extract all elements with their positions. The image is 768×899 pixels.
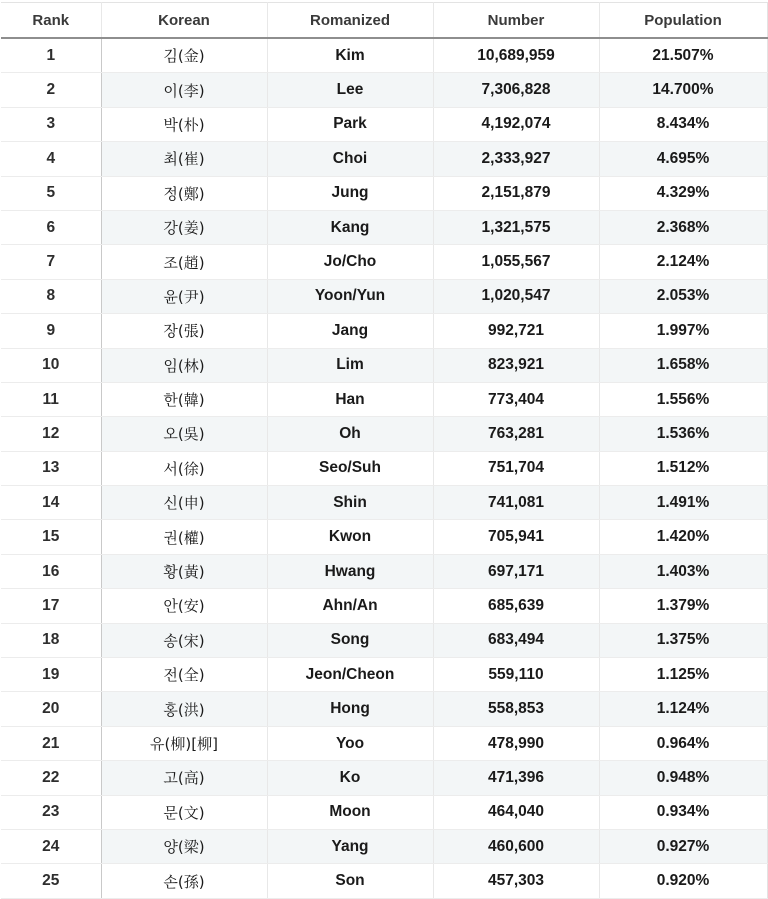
table-row bbox=[1, 692, 767, 726]
romanized-name-cell: Hwang bbox=[267, 554, 433, 588]
korean-name-cell: 장(張) bbox=[101, 314, 267, 348]
population-cell: 0.948% bbox=[599, 761, 767, 795]
romanized-name-cell: Jang bbox=[267, 314, 433, 348]
table-row bbox=[1, 486, 767, 520]
rank-cell: 5 bbox=[1, 176, 101, 210]
population-cell: 1.375% bbox=[599, 623, 767, 657]
korean-name-cell: 고(高) bbox=[101, 761, 267, 795]
romanized-name-cell: Lee bbox=[267, 73, 433, 107]
population-cell: 1.556% bbox=[599, 382, 767, 416]
korean-name-cell: 조(趙) bbox=[101, 245, 267, 279]
rank-cell: 15 bbox=[1, 520, 101, 554]
number-cell: 471,396 bbox=[433, 761, 599, 795]
population-cell: 1.997% bbox=[599, 314, 767, 348]
table-row bbox=[1, 142, 767, 176]
rank-cell: 14 bbox=[1, 486, 101, 520]
korean-name-cell: 강(姜) bbox=[101, 210, 267, 244]
korean-name-cell: 정(鄭) bbox=[101, 176, 267, 210]
rank-cell: 2 bbox=[1, 73, 101, 107]
romanized-name-cell: Hong bbox=[267, 692, 433, 726]
korean-name-cell: 안(安) bbox=[101, 589, 267, 623]
rank-cell: 4 bbox=[1, 142, 101, 176]
number-cell: 751,704 bbox=[433, 451, 599, 485]
number-cell: 992,721 bbox=[433, 314, 599, 348]
table-row bbox=[1, 795, 767, 829]
romanized-name-cell: Park bbox=[267, 107, 433, 141]
romanized-name-cell: Lim bbox=[267, 348, 433, 382]
population-cell: 1.124% bbox=[599, 692, 767, 726]
number-cell: 2,151,879 bbox=[433, 176, 599, 210]
rank-cell: 10 bbox=[1, 348, 101, 382]
table-row bbox=[1, 658, 767, 692]
rank-cell: 19 bbox=[1, 658, 101, 692]
rank-cell: 7 bbox=[1, 245, 101, 279]
romanized-name-cell: Moon bbox=[267, 795, 433, 829]
rank-cell: 20 bbox=[1, 692, 101, 726]
rank-cell: 23 bbox=[1, 795, 101, 829]
korean-name-cell: 신(申) bbox=[101, 486, 267, 520]
population-cell: 1.379% bbox=[599, 589, 767, 623]
population-cell: 1.420% bbox=[599, 520, 767, 554]
header-korean: Korean bbox=[101, 3, 267, 39]
rank-cell: 22 bbox=[1, 761, 101, 795]
number-cell: 559,110 bbox=[433, 658, 599, 692]
population-cell: 1.658% bbox=[599, 348, 767, 382]
romanized-name-cell: Shin bbox=[267, 486, 433, 520]
number-cell: 1,055,567 bbox=[433, 245, 599, 279]
population-cell: 1.536% bbox=[599, 417, 767, 451]
korean-name-cell: 유(柳)[柳] bbox=[101, 726, 267, 760]
population-cell: 0.934% bbox=[599, 795, 767, 829]
table-row bbox=[1, 176, 767, 210]
number-cell: 558,853 bbox=[433, 692, 599, 726]
romanized-name-cell: Kim bbox=[267, 38, 433, 73]
table-row bbox=[1, 38, 767, 73]
rank-cell: 3 bbox=[1, 107, 101, 141]
romanized-name-cell: Son bbox=[267, 864, 433, 898]
romanized-name-cell: Jo/Cho bbox=[267, 245, 433, 279]
population-cell: 0.964% bbox=[599, 726, 767, 760]
table-row bbox=[1, 520, 767, 554]
number-cell: 460,600 bbox=[433, 829, 599, 863]
number-cell: 697,171 bbox=[433, 554, 599, 588]
rank-cell: 24 bbox=[1, 829, 101, 863]
korean-name-cell: 윤(尹) bbox=[101, 279, 267, 313]
table-row bbox=[1, 279, 767, 313]
romanized-name-cell: Yoon/Yun bbox=[267, 279, 433, 313]
korean-name-cell: 오(吳) bbox=[101, 417, 267, 451]
population-cell: 1.403% bbox=[599, 554, 767, 588]
header-population: Population bbox=[599, 3, 767, 39]
number-cell: 683,494 bbox=[433, 623, 599, 657]
romanized-name-cell: Kang bbox=[267, 210, 433, 244]
romanized-name-cell: Yang bbox=[267, 829, 433, 863]
rank-cell: 6 bbox=[1, 210, 101, 244]
population-cell: 8.434% bbox=[599, 107, 767, 141]
header-row bbox=[1, 3, 767, 39]
population-cell: 0.927% bbox=[599, 829, 767, 863]
table-row bbox=[1, 245, 767, 279]
number-cell: 7,306,828 bbox=[433, 73, 599, 107]
table-row bbox=[1, 382, 767, 416]
table-row bbox=[1, 314, 767, 348]
korean-name-cell: 서(徐) bbox=[101, 451, 267, 485]
number-cell: 464,040 bbox=[433, 795, 599, 829]
number-cell: 823,921 bbox=[433, 348, 599, 382]
table-row bbox=[1, 726, 767, 760]
rank-cell: 17 bbox=[1, 589, 101, 623]
romanized-name-cell: Oh bbox=[267, 417, 433, 451]
population-cell: 2.053% bbox=[599, 279, 767, 313]
romanized-name-cell: Han bbox=[267, 382, 433, 416]
rank-cell: 18 bbox=[1, 623, 101, 657]
table-row bbox=[1, 451, 767, 485]
korean-surnames-table bbox=[1, 2, 768, 899]
population-cell: 1.491% bbox=[599, 486, 767, 520]
population-cell: 2.368% bbox=[599, 210, 767, 244]
romanized-name-cell: Song bbox=[267, 623, 433, 657]
population-cell: 4.329% bbox=[599, 176, 767, 210]
romanized-name-cell: Seo/Suh bbox=[267, 451, 433, 485]
korean-name-cell: 김(金) bbox=[101, 38, 267, 73]
table-row bbox=[1, 417, 767, 451]
number-cell: 741,081 bbox=[433, 486, 599, 520]
number-cell: 2,333,927 bbox=[433, 142, 599, 176]
rank-cell: 16 bbox=[1, 554, 101, 588]
table-header bbox=[1, 3, 767, 39]
number-cell: 1,020,547 bbox=[433, 279, 599, 313]
number-cell: 763,281 bbox=[433, 417, 599, 451]
romanized-name-cell: Jeon/Cheon bbox=[267, 658, 433, 692]
rank-cell: 25 bbox=[1, 864, 101, 898]
header-rank: Rank bbox=[1, 3, 101, 39]
rank-cell: 9 bbox=[1, 314, 101, 348]
korean-name-cell: 황(黃) bbox=[101, 554, 267, 588]
korean-name-cell: 홍(洪) bbox=[101, 692, 267, 726]
korean-name-cell: 한(韓) bbox=[101, 382, 267, 416]
korean-name-cell: 박(朴) bbox=[101, 107, 267, 141]
header-number: Number bbox=[433, 3, 599, 39]
table-row bbox=[1, 589, 767, 623]
korean-name-cell: 임(林) bbox=[101, 348, 267, 382]
romanized-name-cell: Ahn/An bbox=[267, 589, 433, 623]
population-cell: 1.125% bbox=[599, 658, 767, 692]
table-row bbox=[1, 761, 767, 795]
table-body bbox=[1, 38, 767, 898]
number-cell: 773,404 bbox=[433, 382, 599, 416]
table-row bbox=[1, 623, 767, 657]
korean-name-cell: 이(李) bbox=[101, 73, 267, 107]
population-cell: 0.920% bbox=[599, 864, 767, 898]
rank-cell: 12 bbox=[1, 417, 101, 451]
table-row bbox=[1, 73, 767, 107]
population-cell: 4.695% bbox=[599, 142, 767, 176]
rank-cell: 8 bbox=[1, 279, 101, 313]
table-row bbox=[1, 107, 767, 141]
number-cell: 478,990 bbox=[433, 726, 599, 760]
number-cell: 457,303 bbox=[433, 864, 599, 898]
population-cell: 14.700% bbox=[599, 73, 767, 107]
korean-name-cell: 양(梁) bbox=[101, 829, 267, 863]
korean-name-cell: 권(權) bbox=[101, 520, 267, 554]
rank-cell: 11 bbox=[1, 382, 101, 416]
romanized-name-cell: Kwon bbox=[267, 520, 433, 554]
header-romanized: Romanized bbox=[267, 3, 433, 39]
number-cell: 705,941 bbox=[433, 520, 599, 554]
table-row bbox=[1, 348, 767, 382]
romanized-name-cell: Ko bbox=[267, 761, 433, 795]
rank-cell: 21 bbox=[1, 726, 101, 760]
number-cell: 685,639 bbox=[433, 589, 599, 623]
number-cell: 1,321,575 bbox=[433, 210, 599, 244]
korean-name-cell: 문(文) bbox=[101, 795, 267, 829]
romanized-name-cell: Choi bbox=[267, 142, 433, 176]
population-cell: 21.507% bbox=[599, 38, 767, 73]
surname-table-container bbox=[1, 2, 767, 899]
table-row bbox=[1, 554, 767, 588]
table-row bbox=[1, 210, 767, 244]
korean-name-cell: 전(全) bbox=[101, 658, 267, 692]
romanized-name-cell: Jung bbox=[267, 176, 433, 210]
romanized-name-cell: Yoo bbox=[267, 726, 433, 760]
table-row bbox=[1, 829, 767, 863]
korean-name-cell: 최(崔) bbox=[101, 142, 267, 176]
korean-name-cell: 손(孫) bbox=[101, 864, 267, 898]
number-cell: 4,192,074 bbox=[433, 107, 599, 141]
population-cell: 1.512% bbox=[599, 451, 767, 485]
rank-cell: 1 bbox=[1, 38, 101, 73]
table-row bbox=[1, 864, 767, 898]
korean-name-cell: 송(宋) bbox=[101, 623, 267, 657]
number-cell: 10,689,959 bbox=[433, 38, 599, 73]
rank-cell: 13 bbox=[1, 451, 101, 485]
population-cell: 2.124% bbox=[599, 245, 767, 279]
